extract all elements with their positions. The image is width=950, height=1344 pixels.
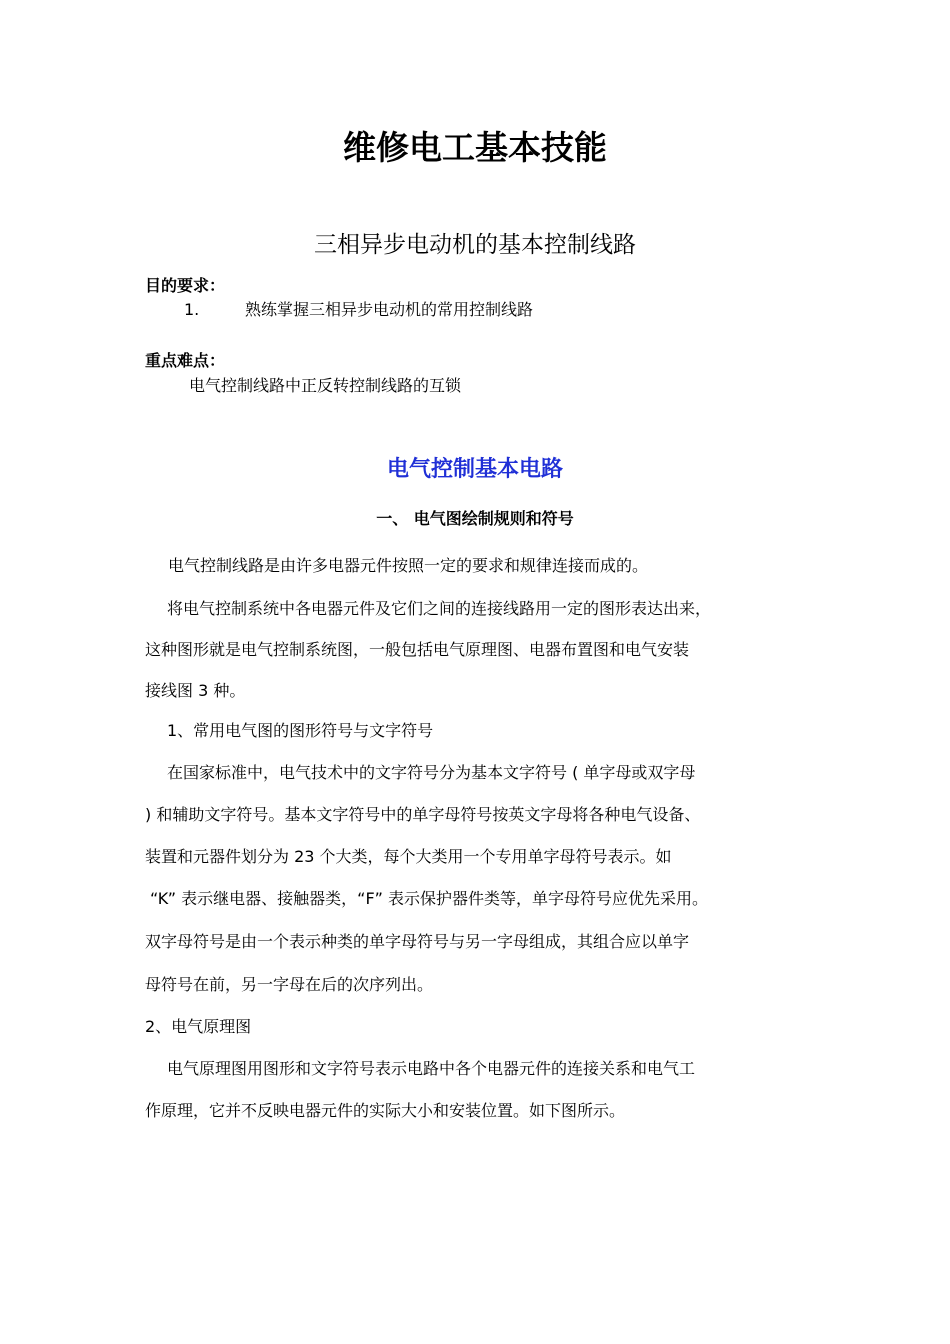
section-heading: 电气控制基本电路 xyxy=(386,457,563,482)
section-subheading: 一、 电气图绘制规则和符号 xyxy=(376,509,574,528)
paragraph-line: 双字母符号是由一个表示种类的单字母符号与另一字母组成，其组合应以单字 xyxy=(145,932,690,951)
objective-item-number: 1. xyxy=(184,300,200,319)
paragraph-line: 装置和元器件划分为 23 个大类，每个大类用一个专用单字母符号表示。如 xyxy=(145,847,672,866)
key-points-label: 重点难点： xyxy=(145,351,226,370)
paragraph-line: ) 和辅助文字符号。基本文字符号中的单字母符号按英文字母将各种电气设备、 xyxy=(145,805,701,824)
paragraph-line: 2、电气原理图 xyxy=(145,1017,252,1036)
objectives-label: 目的要求： xyxy=(145,276,226,295)
paragraph-line: 作原理，它并不反映电器元件的实际大小和安装位置。如下图所示。 xyxy=(145,1101,626,1120)
paragraph-line: 电气控制线路是由许多电器元件按照一定的要求和规律连接而成的。 xyxy=(168,556,649,575)
document-title: 维修电工基本技能 xyxy=(343,128,607,167)
objective-item-text: 熟练掌握三相异步电动机的常用控制线路 xyxy=(245,300,534,319)
key-points-text: 电气控制线路中正反转控制线路的互锁 xyxy=(189,376,462,395)
paragraph-line: 这种图形就是电气控制系统图，一般包括电气原理图、电器布置图和电气安装 xyxy=(145,640,690,659)
paragraph-line: 接线图 3 种。 xyxy=(145,681,246,700)
paragraph-line: 在国家标准中，电气技术中的文字符号分为基本文字符号 ( 单字母或双字母 xyxy=(167,763,696,782)
paragraph-line: “K” 表示继电器、接触器类，“F” 表示保护器件类等，单字母符号应优先采用。 xyxy=(150,889,709,908)
paragraph-line: 电气原理图用图形和文字符号表示电路中各个电器元件的连接关系和电气工 xyxy=(167,1059,696,1078)
document-subtitle: 三相异步电动机的基本控制线路 xyxy=(314,232,636,258)
paragraph-line: 母符号在前，另一字母在后的次序列出。 xyxy=(145,975,434,994)
paragraph-line: 将电气控制系统中各电器元件及它们之间的连接线路用一定的图形表达出来， xyxy=(167,599,712,618)
paragraph-line: 1、常用电气图的图形符号与文字符号 xyxy=(167,721,434,740)
